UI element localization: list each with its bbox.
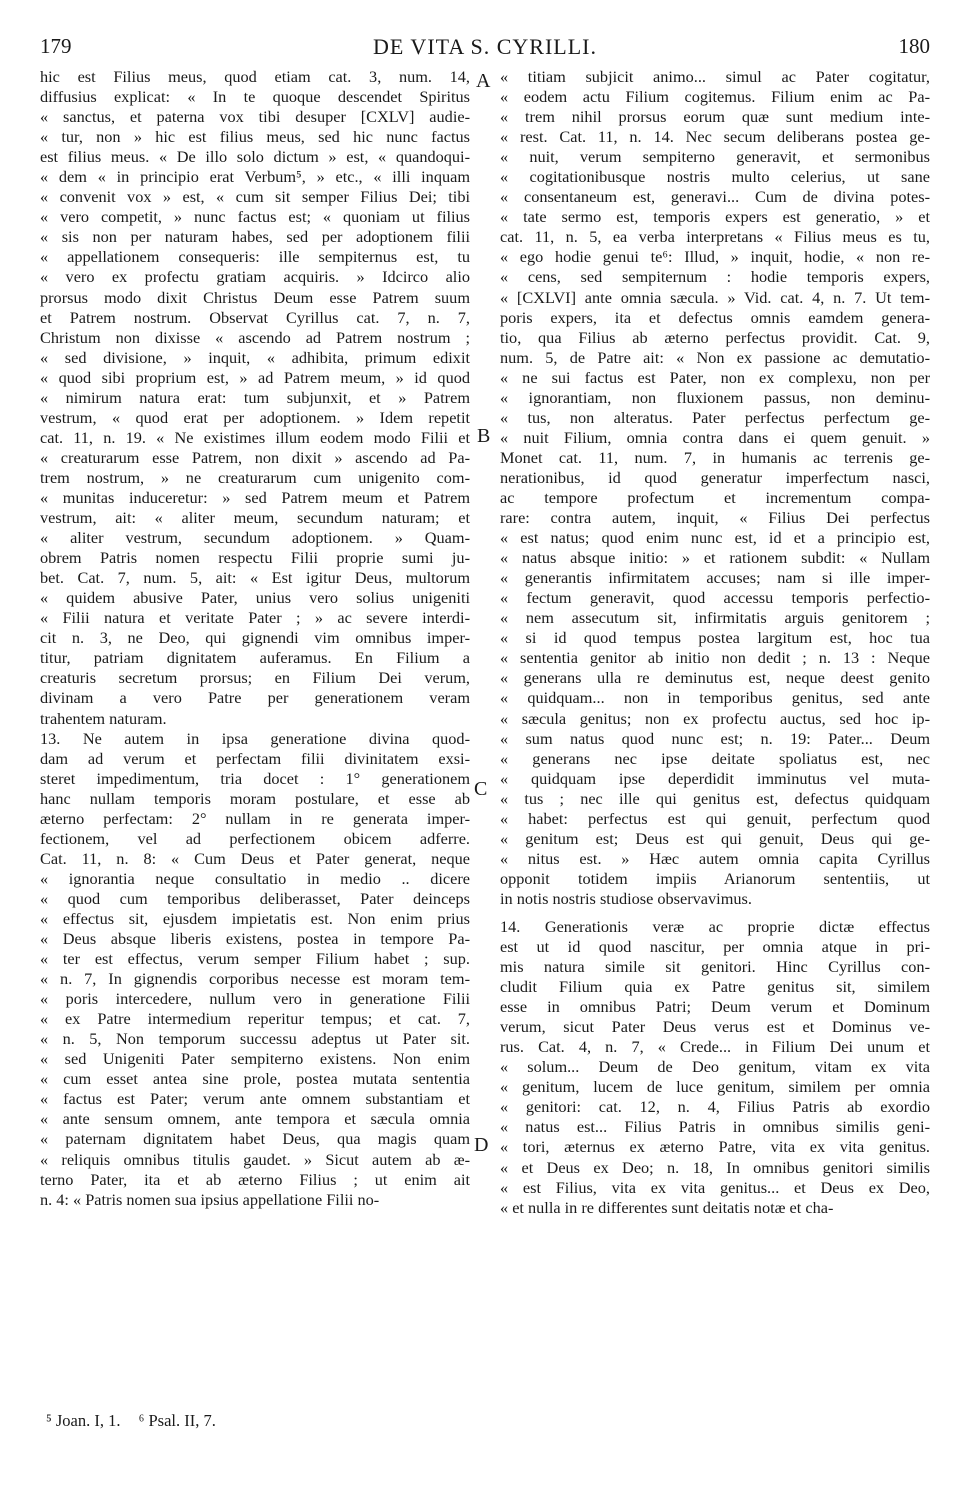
text-line: « consentaneum est, generavi... Cum de divina potes- <box>500 187 930 207</box>
text-line: « et Deus ex Deo; n. 18, In omnibus genitori similis <box>500 1157 930 1177</box>
text-line: trahentem naturam. <box>40 708 167 728</box>
text-line: « nuit Filium, omnia contra dans ei quem genuit. » <box>500 427 930 447</box>
text-line: « ignorantiam, non fluxionem passus, non deminu- <box>500 387 930 407</box>
text-line: nerationibus, id quod generatur imperfectum nasci, <box>500 467 930 487</box>
text-line: num. 5, de Patre ait: « Non ex passione ac demutatio- <box>500 347 930 367</box>
text-line: « paternam dignitatem habet Deus, qua magis quam <box>40 1129 470 1149</box>
text-line: « ignorantia neque consultatio in medio .. dicere <box>40 868 470 888</box>
text-line: n. 4: « Patris nomen sua ipsius appellatione Filii no- <box>40 1189 380 1209</box>
text-line: tio, qua Filius ab æterno perfectus providit. Cat. 9, <box>500 327 930 347</box>
text-line: « quod cum temporibus deliberasset, Pater deinceps <box>40 888 470 908</box>
text-line: Christum non dixisse « ascendo ad Patrem nostrum ; <box>40 327 470 347</box>
text-line: « poris intercedere, nullum vero in generatione Filii <box>40 989 470 1009</box>
text-line: « generans nec ipse deitate spoliatus est, nec <box>500 748 930 768</box>
text-line: « sententia genitor ab initio non dedit ; n. 13 : Neque <box>500 648 930 668</box>
text-line: æterno perfectam: 2° nullam in re generata imper- <box>40 808 470 828</box>
text-line: obrem Patris nomen respectu Filii proprie sumi ju- <box>40 548 470 568</box>
text-line: « aliter vestrum, secundum adoptionem. » Quam- <box>40 528 470 548</box>
text-line: « rest. Cat. 11, n. 14. Nec secum deliberans postea ge- <box>500 127 930 147</box>
text-line: « Filii natura et veritate Pater ; » ac severe interdi- <box>40 608 470 628</box>
footnotes <box>46 1411 230 1431</box>
text-line: cat. 11, n. 19. « Ne existimes illum eodem modo Filii et <box>40 427 470 447</box>
text-line: « ex Patre intermedium reperitur tempus; et cat. 7, <box>40 1009 470 1029</box>
text-line: bet. Cat. 7, num. 5, ait: « Est igitur Deus, multorum <box>40 568 470 588</box>
text-line: « reliquis omnibus titulis gaudet. » Sicut autem ab æ- <box>40 1149 470 1169</box>
text-line: in notis nostris studiose observavimus. <box>500 888 752 908</box>
text-line: « sæcula genitus; non ex profectu auctus, sed hoc ip- <box>500 708 930 728</box>
text-line: cat. 11, n. 5, ea verba interpretans « Filius meus es tu, <box>500 227 930 247</box>
text-line: titur, patriam dignitatem auferamus. En Filium a <box>40 648 470 668</box>
left-column <box>40 67 470 1210</box>
text-line: terno Pater, ita et ab æterno Filius ; ut enim ait <box>40 1169 470 1189</box>
text-line: « sed Unigeniti Pater sempiterno existens. Non enim <box>40 1049 470 1069</box>
text-line: hic est Filius meus, quod etiam cat. 3, num. 14, <box>40 67 470 86</box>
text-line: fectionem, vel ad perfectionem obicem adferre. <box>40 828 470 848</box>
text-line: « cum esset antea sine prole, postea mutata sententia <box>40 1069 470 1089</box>
paragraph-gap <box>500 909 930 917</box>
text-line: « est natus; quod enim nunc est, id et a principio est, <box>500 528 930 548</box>
text-line: « genitum, lucem de luce genitum, similem per omnia <box>500 1077 930 1097</box>
running-header <box>40 34 930 64</box>
text-line: « sanctus, et paterna vox tibi desuper [CXLV] audie- <box>40 107 470 127</box>
text-line: « n. 5, Non temporum successu adeptus ut Pater sit. <box>40 1029 470 1049</box>
text-line: « n. 7, In gignendis corporibus necesse est moram tem- <box>40 969 470 989</box>
text-line: « munitas induceretur: » sed Patrem meum et Patrem <box>40 487 470 507</box>
text-line: « factus est Pater; verum ante omnem substantiam et <box>40 1089 470 1109</box>
text-line: diffusius explicat: « In te quoque descendet Spiritus <box>40 87 470 107</box>
text-line: « sis non per naturam habes, sed per adoptionem filii <box>40 227 470 247</box>
text-line: « natus absque initio: » et rationem subdit: « Nullam <box>500 548 930 568</box>
text-line: prorsus modo dixit Christus Deum esse Patrem suum <box>40 287 470 307</box>
text-line: Cat. 11, n. 8: « Cum Deus et Pater generat, neque <box>40 848 470 868</box>
text-line: est ut id quod nascitur, per omnia atque in pri- <box>500 937 930 957</box>
text-line: cludit Filium quia ex Patre genitus sit, similem <box>500 977 930 997</box>
margin-marker-d: D <box>474 1134 489 1156</box>
text-line: « nimirum natura erat: tum subjunxit, et » Patrem <box>40 387 470 407</box>
text-line: ac tempore profectum et incrementum compa- <box>500 487 930 507</box>
text-line: « habet: perfectus est qui genuit, perfectum quod <box>500 808 930 828</box>
text-line: « effectus sit, ejusdem impietatis est. Non enim prius <box>40 908 470 928</box>
text-line: « ego hodie genui te⁶: Illud, » inquit, hodie, « non re- <box>500 247 930 267</box>
text-line: « vero competit, » nunc factus est; « quoniam ut filius <box>40 207 470 227</box>
text-line: « nuit, verum sempiterno generavit, et sermonibus <box>500 147 930 167</box>
text-line: « ne sui factus est Pater, non ex complexu, non per <box>500 367 930 387</box>
text-line: poris expers, ita et defectus omnis eamdem genera- <box>500 307 930 327</box>
text-line: « [CXLVI] ante omnia sæcula. » Vid. cat. 4, n. 7. Ut tem- <box>500 287 930 307</box>
text-line: « est Filius, vita ex vita genitus... et Deus ex Deo, <box>500 1177 930 1197</box>
text-line: trem nostrum, » ne creaturarum cum unigenito com- <box>40 467 470 487</box>
footnote-6: ⁶ Psal. II, 7. <box>138 1411 216 1430</box>
page-number-right: 180 <box>898 34 930 58</box>
text-line: « titiam subjicit animo... simul ac Pater cogitatur, <box>500 67 930 86</box>
margin-marker-a: A <box>476 70 491 92</box>
text-line: « cogitationibusque nostris multo celerius, ut sane <box>500 167 930 187</box>
text-line: « solum... Deum de Deo genitum, vitam ex vita <box>500 1057 930 1077</box>
text-line: verum, sicut Pater Deus verus est et Dominus ve- <box>500 1017 930 1037</box>
text-line: vestrum, ait: « aliter meum, secundum naturam; et <box>40 508 470 528</box>
text-line: rare: contra autem, inquit, « Filius Dei perfectus <box>500 508 930 528</box>
margin-marker-b: B <box>477 425 491 447</box>
text-line: « eodem actu Filium cogitemus. Filium enim ac Pa- <box>500 87 930 107</box>
text-line: « genitori: cat. 12, n. 4, Filius Patris ab exordio <box>500 1097 930 1117</box>
text-line: opponit totidem impiis Arianorum sententiis, ut <box>500 868 930 888</box>
text-line: « generantis infirmitatem accuses; nam si ille imper- <box>500 568 930 588</box>
text-line: creaturis secretum prorsus; en Filium Dei verum, <box>40 668 470 688</box>
text-line: est filius meus. « De illo solo dictum » est, « quandoqui- <box>40 147 470 167</box>
text-line: « sum natus quod nunc est; n. 19: Pater... Deum <box>500 728 930 748</box>
text-line: rus. Cat. 4, n. 7, « Crede... in Filium Dei unum et <box>500 1037 930 1057</box>
text-line: 13. Ne autem in ipsa generatione divina quod- <box>40 728 470 748</box>
text-line: « cens, sed sempiternum : hodie temporis expers, <box>500 267 930 287</box>
text-line: « Deus absque liberis existens, postea in tempore Pa- <box>40 929 470 949</box>
text-line: « nem assecutum sit, infirmitatis arguis genitorem ; <box>500 608 930 628</box>
text-line: « convenit vox » est, « cum sit semper Filius Dei; tibi <box>40 187 470 207</box>
text-line: « tur, non » hic est filius meus, sed hic nunc factus <box>40 127 470 147</box>
text-line: « quidquam ipse deperdidit imminutus vel muta- <box>500 768 930 788</box>
text-line: divinam a vero Patre per generationem veram <box>40 688 470 708</box>
text-line: « appellationem consequeris: ille sempiternus est, tu <box>40 247 470 267</box>
text-line: hanc nullam temporis moram postulare, et esse ab <box>40 788 470 808</box>
text-line: « genitum est; Deus est qui genuit, Deus qui ge- <box>500 828 930 848</box>
text-line: « ante sensum omnem, ante tempora et sæcula omnia <box>40 1109 470 1129</box>
text-line: « natus est... Filius Patris in omnibus similis geni- <box>500 1117 930 1137</box>
text-line: Monet cat. 11, num. 7, in humanis ac terrenis ge- <box>500 447 930 467</box>
text-line: « quidem abusive Pater, unius vero solius unigeniti <box>40 588 470 608</box>
text-line: « ter est effectus, verum semper Filium habet ; sup. <box>40 949 470 969</box>
text-line: « tus ; nec ille qui genitus est, defectus quidquam <box>500 788 930 808</box>
text-line: mis natura simile sit genitori. Hinc Cyrillus con- <box>500 957 930 977</box>
text-line: « si id quod tempus postea largitum est, hoc tua <box>500 628 930 648</box>
text-line: « tori, æternus ex æterno Patre, vita ex vita genitus. <box>500 1137 930 1157</box>
text-line: « nitus est. » Hæc autem omnia capita Cyrillus <box>500 848 930 868</box>
text-line: « fectum generavit, quod accessu temporis perfectio- <box>500 588 930 608</box>
text-line: 14. Generationis veræ ac proprie dictæ effectus <box>500 916 930 936</box>
text-line: « dem « in principio erat Verbum⁵, » etc., « illi inquam <box>40 167 470 187</box>
text-line: esse in omnibus Patri; Deum verum et Dominum <box>500 997 930 1017</box>
margin-marker-c: C <box>474 778 488 800</box>
text-line: « quidquam... non in temporibus genitus, sed ante <box>500 688 930 708</box>
right-column <box>500 67 930 1218</box>
footnote-5: ⁵ Joan. I, 1. <box>46 1411 121 1430</box>
text-line: « tus, non alteratus. Pater perfectus perfectum ge- <box>500 407 930 427</box>
text-line: « quod sibi proprium est, » ad Patrem meum, » id quod <box>40 367 470 387</box>
text-line: « generans ulla re deminutus est, neque deest genito <box>500 668 930 688</box>
text-line: cit n. 3, ne Deo, qui gignendi vim omnibus imper- <box>40 628 470 648</box>
text-line: « et nulla in re differentes sunt deitatis notæ et cha- <box>500 1197 834 1217</box>
text-line: « trem nihil prorsus eorum quæ sunt medium inte- <box>500 107 930 127</box>
running-title: DE VITA S. CYRILLI. <box>373 34 597 59</box>
page-number-left: 179 <box>40 34 72 58</box>
text-line: « tate sermo est, temporis expers est generatio, » et <box>500 207 930 227</box>
text-line: vestrum, « quod erat per adoptionem. » Idem repetit <box>40 407 470 427</box>
text-line: « sed divisione, » inquit, « adhibita, primum edixit <box>40 347 470 367</box>
text-line: steret impedimentum, tria docet : 1° generationem <box>40 768 470 788</box>
text-line: « creaturarum esse Patrem, non dixit » ascendo ad Pa- <box>40 447 470 467</box>
text-line: et Patrem nostrum. Observat Cyrillus cat. 7, n. 7, <box>40 307 470 327</box>
text-line: dam ad verum et perfectam filii divinitatem exsi- <box>40 748 470 768</box>
text-line: « vero ex profectu gratiam acquiris. » Idcirco alio <box>40 267 470 287</box>
